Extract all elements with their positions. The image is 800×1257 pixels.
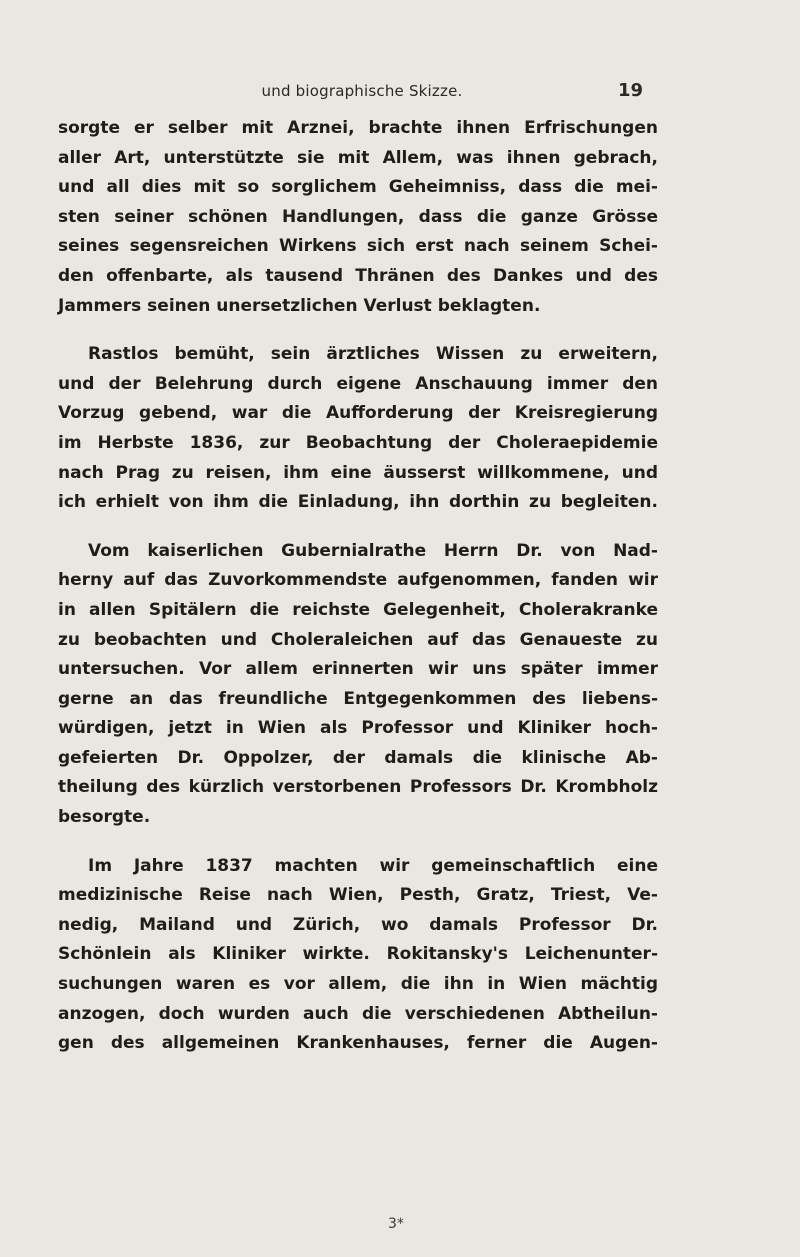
running-title: und biographische Skizze. [261, 82, 463, 100]
signature-mark: 3* [388, 1216, 404, 1232]
text-line: gefeierten Dr. Oppolzer, der damals die klinische Ab- [58, 747, 658, 768]
text-line: und der Belehrung durch eigene Anschauung immer den [58, 373, 658, 394]
text-line: würdigen, jetzt in Wien als Professor und Kliniker hoch- [58, 718, 658, 739]
text-line: den offenbarte, als tausend Thränen des Dankes und des [58, 265, 658, 286]
text-line: in allen Spitälern die reichste Gelegenheit, Cholerakranke [58, 599, 658, 620]
text-line: Schönlein als Kliniker wirkte. Rokitansky's Leichenunter- [58, 944, 658, 965]
text-line: Vom kaiserlichen Gubernialrathe Herrn Dr. von Nad- [88, 540, 658, 561]
text-line: besorgte. [58, 807, 151, 828]
text-line: ich erhielt von ihm die Einladung, ihn dorthin zu begleiten. [58, 492, 658, 513]
text-line: anzogen, doch wurden auch die verschiedenen Abtheilun- [58, 1003, 658, 1024]
text-line: nach Prag zu reisen, ihm eine äusserst willkommene, und [58, 462, 658, 483]
text-line: aller Art, unterstützte sie mit Allem, was ihnen gebrach, [58, 147, 658, 168]
text-line: suchungen waren es vor allem, die ihn in Wien mächtig [58, 974, 658, 995]
text-line: und all dies mit so sorglichem Geheimniss, dass die mei- [58, 177, 658, 198]
paragraph [58, 852, 658, 1059]
text-line: im Herbste 1836, zur Beobachtung der Choleraepidemie [58, 432, 658, 453]
paragraph [58, 537, 658, 833]
paragraph [58, 114, 658, 321]
text-line: Im Jahre 1837 machten wir gemeinschaftlich eine [88, 855, 658, 876]
text-line: Vorzug gebend, war die Aufforderung der Kreisregierung [58, 403, 658, 424]
body-text [58, 114, 658, 1059]
text-line: gerne an das freundliche Entgegenkommen des liebens- [58, 688, 658, 709]
text-line: seines segensreichen Wirkens sich erst nach seinem Schei- [58, 236, 658, 257]
text-line: medizinische Reise nach Wien, Pesth, Gratz, Triest, Ve- [58, 885, 658, 906]
text-line: Jammers seinen unersetzlichen Verlust beklagten. [58, 295, 541, 316]
text-line: gen des allgemeinen Krankenhauses, ferner die Augen- [58, 1033, 658, 1054]
text-line: sten seiner schönen Handlungen, dass die ganze Grösse [58, 206, 658, 227]
text-line: untersuchen. Vor allem erinnerten wir uns später immer [58, 659, 658, 680]
page-number: 19 [618, 80, 644, 101]
text-line: Rastlos bemüht, sein ärztliches Wissen zu erweitern, [88, 344, 658, 365]
text-line: sorgte er selber mit Arznei, brachte ihnen Erfrischungen [58, 118, 658, 138]
paragraph [58, 340, 658, 518]
text-line: theilung des kürzlich verstorbenen Professors Dr. Krombholz [58, 777, 658, 798]
text-line: zu beobachten und Choleraleichen auf das Genaueste zu [58, 629, 658, 650]
text-line: nedig, Mailand und Zürich, wo damals Professor Dr. [58, 914, 658, 935]
text-line: herny auf das Zuvorkommendste aufgenommen, fanden wir [58, 570, 658, 591]
